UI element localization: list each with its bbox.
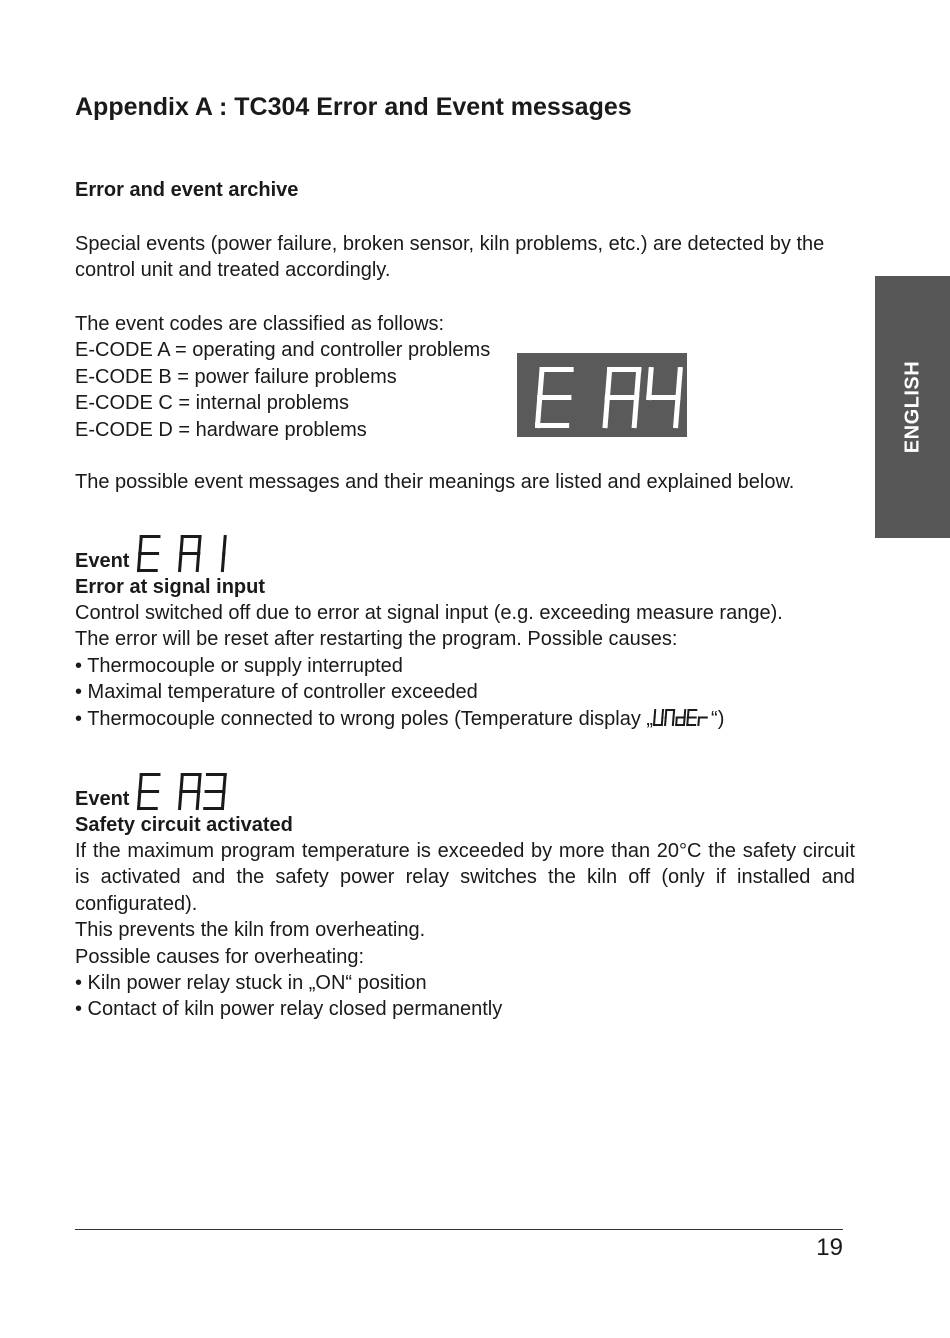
- bullet-text-after: “): [711, 707, 725, 730]
- display-segment: [199, 537, 200, 554]
- display-example: [517, 353, 687, 437]
- display-segment: [139, 792, 140, 809]
- segment-display-e-a3: [137, 773, 229, 812]
- display-segment: [198, 554, 199, 571]
- display-segment: [224, 537, 225, 554]
- event-label: Event: [75, 550, 130, 572]
- page-title: Appendix A : TC304 Error and Event messages: [75, 93, 632, 121]
- display-segment: [655, 710, 656, 718]
- display-segment: [140, 775, 141, 792]
- event-a3-bullet: • Kiln power relay stuck in „ON“ position: [75, 972, 427, 995]
- display-segment: [662, 717, 663, 725]
- segment-display-e-a4: [535, 367, 685, 430]
- events-list-intro: The possible event messages and their meanings are listed and explained below.: [75, 471, 795, 493]
- code-line: E-CODE B = power failure problems: [75, 365, 397, 388]
- event-label: Event: [75, 788, 130, 810]
- event-a1-bullet: • Maximal temperature of controller exceeded: [75, 681, 478, 704]
- display-segment: [678, 370, 680, 398]
- display-segment: [607, 370, 609, 398]
- event-codes-list: [75, 311, 525, 443]
- display-segment: [673, 717, 674, 725]
- display-segment: [684, 717, 685, 725]
- bullet-text-before: • Thermocouple connected to wrong poles (Temperature display „: [75, 707, 654, 730]
- event-a3-title: Safety circuit activated: [75, 814, 293, 836]
- event-a3-line: This prevents the kiln from overheating.: [75, 919, 426, 942]
- segment-display-e-a1: [137, 535, 229, 574]
- page-number: 19: [816, 1234, 843, 1261]
- display-segment: [140, 537, 141, 554]
- display-segment: [538, 398, 540, 426]
- event-a1-line: Control switched off due to error at signal input (e.g. exceeding measure range).: [75, 602, 783, 624]
- display-segment: [676, 398, 678, 426]
- event-a3-line: Possible causes for overheating:: [75, 945, 365, 968]
- display-segment: [181, 537, 182, 554]
- display-segment: [634, 398, 636, 426]
- footer-divider: [75, 1229, 843, 1230]
- event-a3-paragraph: If the maximum program temperature is exceeded by more than 20°C the safety circuit is activated and the safety power relay switches the kiln off (only if installed and configurated).: [75, 840, 855, 915]
- display-segment: [654, 717, 655, 725]
- event-a3-bullet: • Contact of kiln power relay closed permanently: [75, 998, 503, 1021]
- display-segment: [223, 554, 224, 571]
- display-segment: [698, 717, 699, 725]
- display-segment: [665, 717, 666, 725]
- language-side-tab: [875, 276, 950, 538]
- display-segment: [637, 370, 639, 398]
- display-segment: [180, 554, 181, 571]
- section-heading: Error and event archive: [75, 179, 299, 201]
- event-a1-bullet-under: [75, 706, 855, 732]
- display-segment: [223, 792, 224, 809]
- display-segment: [540, 370, 542, 398]
- code-line: E-CODE C = internal problems: [75, 392, 349, 415]
- display-segment: [199, 775, 200, 792]
- display-segment: [139, 554, 140, 571]
- display-segment: [224, 775, 225, 792]
- display-segment: [605, 398, 607, 426]
- event-a3-header: [75, 766, 855, 812]
- codes-heading: The event codes are classified as follows:: [75, 313, 445, 335]
- side-tab-label: ENGLISH: [901, 360, 923, 454]
- event-a1-block: [75, 528, 855, 732]
- display-segment: [649, 370, 651, 398]
- event-a3-block: [75, 766, 855, 1023]
- display-segment: [688, 710, 689, 718]
- display-segment: [662, 710, 663, 718]
- display-segment: [676, 717, 677, 725]
- code-line: E-CODE D = hardware problems: [75, 418, 367, 441]
- segment-display-under: [653, 709, 711, 727]
- display-segment: [685, 710, 686, 718]
- event-a1-header: [75, 528, 855, 574]
- display-segment: [180, 792, 181, 809]
- intro-paragraph: Special events (power failure, broken sensor, kiln problems, etc.) are detected by the control unit and treated accordingly.: [75, 233, 825, 282]
- display-segment: [198, 792, 199, 809]
- display-segment: [674, 710, 675, 718]
- event-a1-bullet: • Thermocouple or supply interrupted: [75, 654, 403, 677]
- code-line: E-CODE A = operating and controller problems: [75, 339, 491, 362]
- display-segment: [687, 717, 688, 725]
- event-a1-title: Error at signal input: [75, 576, 266, 598]
- display-segment: [181, 775, 182, 792]
- event-a1-line: The error will be reset after restarting the program. Possible causes:: [75, 628, 678, 651]
- display-segment: [666, 710, 667, 718]
